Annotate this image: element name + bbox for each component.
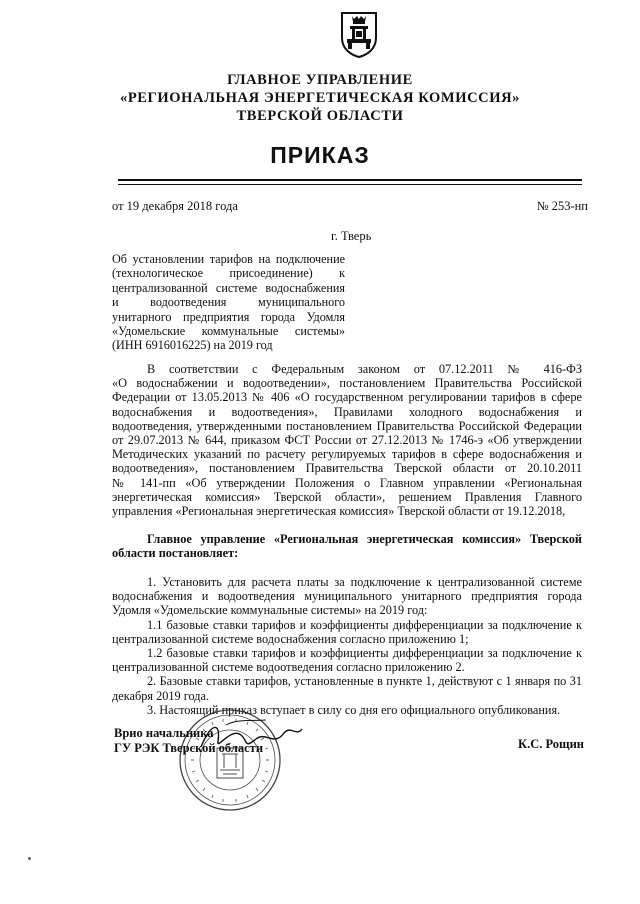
basis-line: энергетическая комиссия» Тверской области», решением Правления Главного (112, 489, 582, 504)
basis-line: В соответствии с Федеральным законом от 07.12.2011 № 416-ФЗ (147, 362, 582, 376)
subject-line: унитарного предприятия города Удомля (112, 309, 345, 324)
item-2 (112, 674, 582, 702)
legal-basis-paragraph (112, 362, 582, 518)
subject-line: централизованной системе водоснабжения (112, 280, 345, 295)
basis-line: «О водоснабжении и водоотведении», постановлением Правительства Российской (112, 376, 582, 391)
subject-line: «Удомельские коммунальные системы» (112, 324, 345, 339)
item-line: 1. Установить для расчета платы за подключение к централизованной системе (147, 575, 582, 589)
basis-line: водоотведения», постановлением Правительства Тверской области от 20.10.2011 (112, 461, 582, 476)
order-number: № 253-нп (536, 199, 588, 213)
subject-line: Об установлении тарифов на подключение (112, 252, 345, 266)
item-line: декабря 2019 года. (112, 688, 210, 703)
decree-statement (112, 532, 582, 560)
basis-line: № 141-пп «Об утверждении Положения о Главном управлении «Региональная (112, 475, 582, 490)
subject-line: (технологическое присоединение) к (112, 266, 345, 281)
item-1-1 (112, 618, 582, 646)
subject-line: и водоотведения муниципального (112, 295, 345, 310)
item-line: водоснабжения и водоотведения муниципального унитарного предприятия города (112, 589, 582, 604)
item-1-2 (112, 646, 582, 674)
tver-coat-of-arms-icon (339, 10, 379, 58)
order-items (112, 575, 582, 717)
basis-line: Методических указаний по расчету регулируемых тарифов в сфере водоснабжения и (112, 447, 582, 462)
city: г. Тверь (331, 229, 372, 243)
decree-line: области постановляет: (112, 546, 239, 561)
document-title: ПРИКАЗ (270, 142, 370, 168)
org-name-line-2: «РЕГИОНАЛЬНАЯ ЭНЕРГЕТИЧЕСКАЯ КОМИССИЯ» (119, 90, 521, 106)
basis-line: водоотведения, утвержденными постановлением Правительства Российской Федерации (112, 418, 582, 433)
signer-name: К.С. Рощин (518, 737, 584, 751)
org-name-line-3: ТВЕРСКОЙ ОБЛАСТИ (236, 108, 404, 124)
org-name-line-1: ГЛАВНОЕ УПРАВЛЕНИЕ (227, 72, 413, 88)
basis-line: водоснабжения и водоотведения», Правилами холодного водоснабжения и (112, 404, 582, 419)
item-1 (112, 575, 582, 618)
signer-title-line-1: Врио начальника (114, 726, 214, 740)
basis-line: Федерации от 13.05.2013 № 406 «О государственном регулировании тарифов в сфере (112, 390, 582, 405)
item-line: 2. Базовые ставки тарифов, установленные в пункте 1, действуют с 1 января по 31 (147, 674, 582, 689)
decree-line: Главное управление «Региональная энергетическая комиссия» Тверской (147, 532, 582, 546)
signer-title-line-2: ГУ РЭК Тверской области (114, 741, 264, 755)
subject-line: (ИНН 6916016225) на 2019 год (112, 338, 273, 353)
order-date: от 19 декабря 2018 года (112, 199, 238, 213)
basis-line: от 29.07.2013 № 644, приказом ФСТ России от 27.12.2013 № 1746-э «Об утверждении (112, 433, 582, 448)
item-line: 1.1 базовые ставки тарифов и коэффициенты дифференциации за подключение к (147, 617, 582, 632)
header-rule-thick (118, 179, 582, 181)
item-line: централизованной системе водоснабжения согласно приложению 1; (112, 631, 469, 646)
item-line: 3. Настоящий приказ вступает в силу со дня его официального опубликования. (147, 702, 561, 717)
signer-title (114, 726, 263, 756)
basis-line: управления «Региональная энергетическая комиссия» Тверской области от 19.12.2018, (112, 504, 566, 519)
scan-speck (28, 857, 31, 860)
item-line: централизованной системе водоотведения согласно приложению 2. (112, 660, 465, 675)
header-rule-thin (118, 184, 582, 185)
item-line: 1.2 базовые ставки тарифов и коэффициенты дифференциации за подключение к (147, 646, 582, 661)
item-line: Удомля «Удомельские коммунальные системы» на 2019 год: (112, 603, 428, 618)
order-subject (112, 252, 345, 353)
